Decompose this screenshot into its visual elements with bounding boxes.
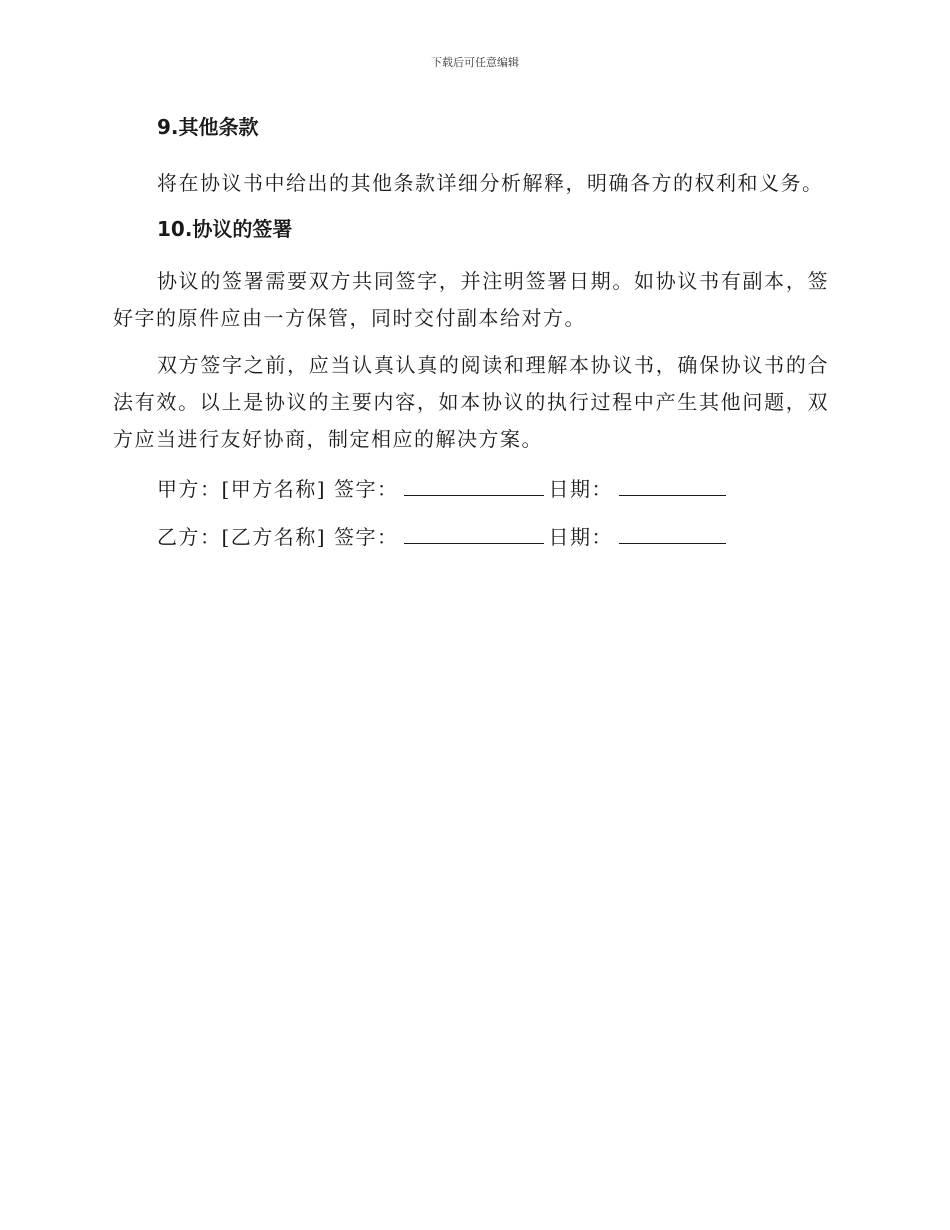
party-b-name: [乙方名称] xyxy=(221,525,327,549)
party-b-date-label: 日期： xyxy=(548,525,613,549)
section-9-heading: 9.其他条款 xyxy=(157,115,259,139)
document-body xyxy=(113,112,829,552)
party-b-sign-label: 签字： xyxy=(333,525,399,549)
review-paragraph: 双方签字之前，应当认真认真的阅读和理解本协议书，确保协议书的合法有效。以上是协议的主要内容，如本协议的执行过程中产生其他问题，双方应当进行友好协商，制定相应的解决方案。 xyxy=(113,353,829,451)
party-b-signature-line xyxy=(113,522,829,552)
party-a-signature-blank[interactable] xyxy=(404,481,544,496)
party-a-name: [甲方名称] xyxy=(221,477,327,501)
party-a-label: 甲方： xyxy=(157,477,222,501)
party-a-date-label: 日期： xyxy=(548,477,613,501)
party-a-date-blank[interactable] xyxy=(619,481,726,496)
page-header-note: 下载后可任意编辑 xyxy=(431,56,519,69)
party-a-sign-label: 签字： xyxy=(333,477,399,501)
party-b-signature-blank[interactable] xyxy=(404,529,544,544)
section-9-paragraph: 将在协议书中给出的其他条款详细分析解释，明确各方的权利和义务。 xyxy=(157,171,824,195)
party-b-label: 乙方： xyxy=(157,525,222,549)
party-a-signature-line xyxy=(113,474,829,504)
section-10-paragraph: 协议的签署需要双方共同签字，并注明签署日期。如协议书有副本，签好字的原件应由一方保管，同时交付副本给对方。 xyxy=(113,269,829,330)
section-10-heading: 10.协议的签署 xyxy=(157,217,293,241)
party-b-date-blank[interactable] xyxy=(619,529,726,544)
